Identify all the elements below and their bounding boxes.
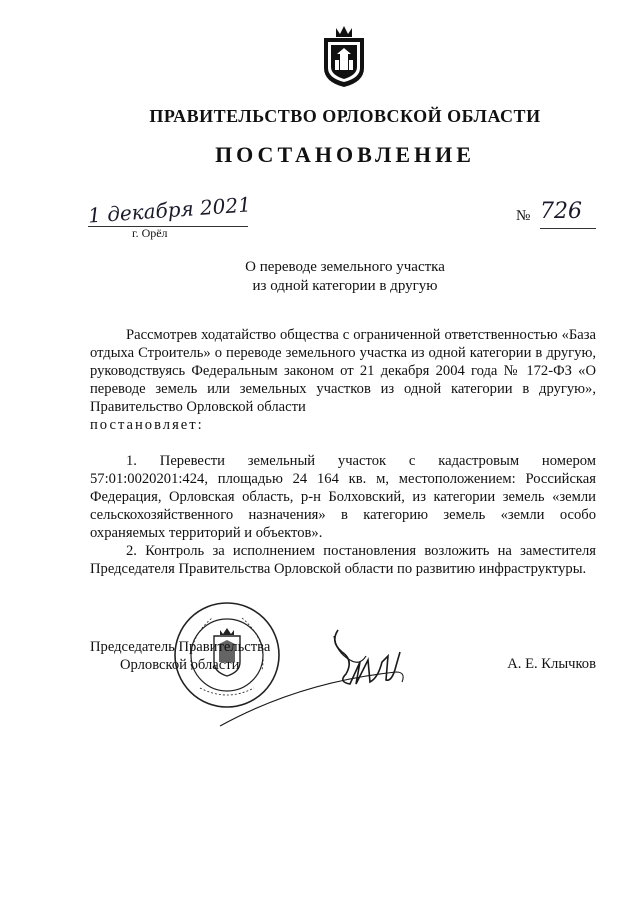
item-1-paragraph: 1. Перевести земельный участок с кадастровым номером 57:01:0020201:424, площадью 24 164 кв. м, местоположением: Российская Федерация, Орловская область, р-н Болховский, из категории земель «земли сельскохозяйственного назначения» в категорию земель «земли особо охраняемых территорий и объектов». bbox=[90, 453, 596, 541]
decides-word: постановляет: bbox=[90, 417, 204, 433]
item-2-paragraph: 2. Контроль за исполнением постановления возложить на заместителя Председателя Правительства Орловской области по развитию инфраструктуры. bbox=[90, 543, 596, 577]
number-label: № bbox=[516, 208, 531, 224]
preamble-text: Рассмотрев ходатайство общества с ограниченной ответственностью «База отдыха Строитель» о переводе земельного участка из одной категории в другую, руководствуясь Федеральным законом от 21 декабря 2004 года № 172-ФЗ «О переводе земель или земельных участков из одной категории в другую», Правительство Орловской области bbox=[90, 327, 596, 415]
handwritten-signature-icon bbox=[210, 622, 470, 732]
document-subject bbox=[0, 258, 640, 296]
subject-line-1: О переводе земельного участка bbox=[245, 259, 445, 275]
handwritten-date: 1 декабря 2021 bbox=[87, 192, 252, 228]
handwritten-number: 726 bbox=[540, 199, 582, 224]
city-label: г. Орёл bbox=[132, 226, 168, 240]
preamble-paragraph bbox=[90, 326, 596, 434]
signatory-name: А. Е. Клычков bbox=[507, 656, 596, 672]
coat-of-arms-icon bbox=[318, 24, 370, 88]
subject-line-2: из одной категории в другую bbox=[252, 278, 438, 294]
position-line-1: Председатель Правительства bbox=[90, 639, 271, 655]
number-underline bbox=[540, 228, 596, 229]
position-line-2: Орловской области bbox=[120, 657, 240, 673]
document-body bbox=[90, 326, 596, 578]
organization-title: ПРАВИТЕЛЬСТВО ОРЛОВСКОЙ ОБЛАСТИ bbox=[149, 106, 541, 126]
date-underline bbox=[88, 226, 248, 227]
document-type-title: ПОСТАНОВЛЕНИЕ bbox=[215, 142, 475, 167]
